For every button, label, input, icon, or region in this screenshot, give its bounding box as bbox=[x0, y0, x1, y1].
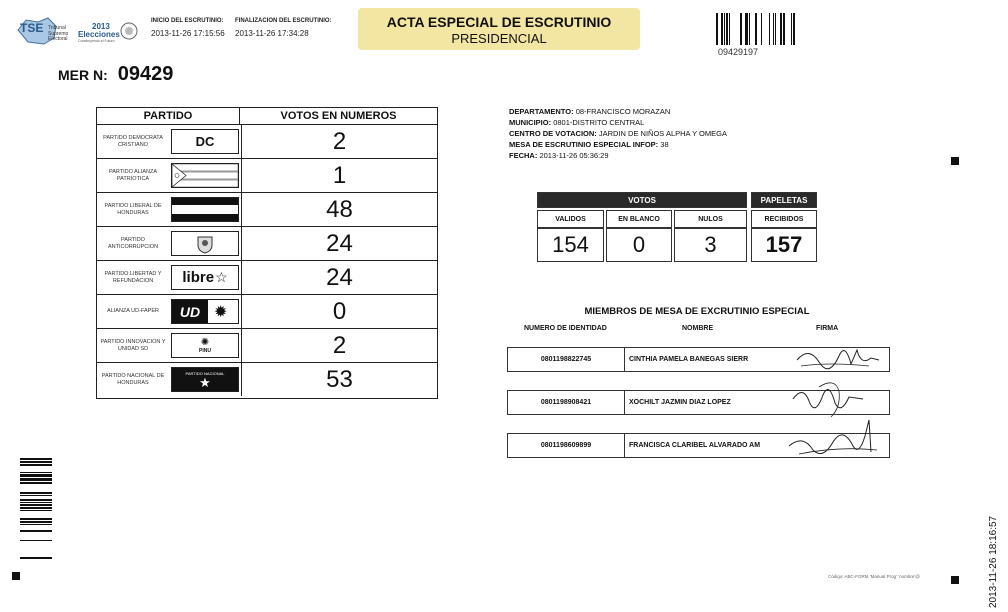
col-nombre: NOMBRE bbox=[682, 325, 714, 332]
party-row bbox=[97, 295, 437, 329]
party-logo-liberal bbox=[171, 197, 239, 222]
member-id: 0801198822745 bbox=[508, 348, 625, 371]
recibidos-value: 157 bbox=[751, 228, 817, 262]
validos-label: VALIDOS bbox=[537, 210, 604, 228]
ud-logo-text: UD bbox=[172, 300, 208, 323]
dc-logo-text: DC bbox=[195, 134, 215, 149]
registration-mark bbox=[12, 572, 20, 580]
seal-icon bbox=[120, 20, 138, 42]
acta-subtitle: PRESIDENCIAL bbox=[451, 31, 547, 46]
sun-icon: ✹ bbox=[214, 303, 228, 321]
mer-number bbox=[58, 63, 173, 86]
municipio-label: MUNICIPIO: bbox=[509, 118, 552, 127]
member-id: 0801198908421 bbox=[508, 391, 625, 414]
acta-title: ACTA ESPECIAL DE ESCRUTINIO bbox=[386, 14, 612, 30]
timestamp: 2013-11-26 18:16:57 bbox=[988, 515, 999, 608]
col-identidad: NUMERO DE IDENTIDAD bbox=[524, 325, 607, 332]
signature bbox=[779, 391, 889, 414]
pinu-logo-text: PINU bbox=[199, 347, 211, 354]
centro-label: CENTRO DE VOTACION: bbox=[509, 129, 597, 138]
party-row bbox=[97, 363, 437, 396]
party-votes: 24 bbox=[326, 263, 353, 291]
blanco-label: EN BLANCO bbox=[606, 210, 672, 228]
party-row bbox=[97, 261, 437, 295]
footnote: Código: ABC-FORM 'Manual Prog' 'nombre'@ bbox=[828, 574, 920, 579]
municipio-value: 0801-DISTRITO CENTRAL bbox=[553, 118, 645, 127]
party-logo-ud bbox=[171, 299, 239, 324]
party-row bbox=[97, 329, 437, 363]
party-name: PARTIDO LIBERAL DE HONDURAS bbox=[104, 202, 162, 216]
member-name: XOCHILT JAZMIN DIAZ LOPEZ bbox=[629, 399, 731, 406]
party-name: PARTIDO NACIONAL DE HONDURAS bbox=[101, 372, 165, 386]
party-row bbox=[97, 193, 437, 227]
inicio-value: 2013-11-26 17:15:56 bbox=[151, 29, 225, 38]
location-info bbox=[509, 106, 727, 161]
party-name: PARTIDO ANTICORRUPCION bbox=[107, 236, 159, 250]
logo-year: 2013 bbox=[92, 22, 110, 31]
logo-tagline: Construyendo el Futuro bbox=[78, 39, 115, 43]
mesa-value: 38 bbox=[660, 140, 669, 149]
blanco-value: 0 bbox=[606, 228, 672, 262]
signature bbox=[779, 348, 889, 371]
party-logo-nacional bbox=[171, 367, 239, 392]
party-votes-table bbox=[96, 107, 438, 399]
member-row bbox=[507, 433, 890, 458]
fin-label: FINALIZACION DEL ESCRUTINIO: bbox=[235, 18, 332, 24]
member-row bbox=[507, 347, 890, 372]
nacional-logo-text: PARTIDO NACIONAL bbox=[185, 370, 225, 376]
logo-org-line: Electoral bbox=[48, 36, 68, 42]
party-votes: 53 bbox=[326, 365, 353, 393]
party-logo-dc bbox=[171, 129, 239, 154]
member-name: CINTHIA PAMELA BANEGAS SIERR bbox=[629, 356, 749, 363]
shield-icon bbox=[195, 234, 215, 254]
party-name: PARTIDO DEMOCRATA CRISTIANO bbox=[103, 134, 163, 148]
party-logo-alianza bbox=[171, 163, 239, 188]
party-table-header bbox=[97, 108, 437, 125]
nulos-value: 3 bbox=[674, 228, 747, 262]
party-votes: 2 bbox=[332, 331, 347, 359]
member-row bbox=[507, 390, 890, 415]
barcode-side bbox=[20, 458, 52, 562]
party-votes: 1 bbox=[332, 161, 347, 189]
party-row bbox=[97, 227, 437, 261]
party-row bbox=[97, 125, 437, 159]
fecha-label: FECHA: bbox=[509, 151, 538, 160]
logo-org-line: Supremo bbox=[48, 30, 69, 37]
fecha-value: 2013-11-26 05:36:29 bbox=[539, 151, 609, 160]
party-name: PARTIDO INNOVACION Y UNIDAD SD bbox=[100, 338, 166, 352]
barcode-number: 09429197 bbox=[718, 47, 759, 57]
votos-header: VOTOS bbox=[537, 192, 747, 208]
party-votes: 48 bbox=[326, 195, 353, 223]
mer-label: MER N: bbox=[58, 67, 108, 83]
member-id: 0801198609899 bbox=[508, 434, 625, 457]
barcode-top bbox=[716, 13, 802, 45]
signature bbox=[779, 434, 889, 457]
validos-value: 154 bbox=[537, 228, 604, 262]
libre-logo-text: libre bbox=[182, 269, 215, 286]
col-partido: PARTIDO bbox=[97, 108, 240, 124]
papeletas-header: PAPELETAS bbox=[751, 192, 817, 208]
party-votes: 2 bbox=[332, 127, 347, 155]
party-name: PARTIDO ALIANZA PATRIOTICA bbox=[108, 168, 158, 182]
party-logo-pinu bbox=[171, 333, 239, 358]
centro-value: JARDIN DE NIÑOS ALPHA Y OMEGA bbox=[598, 129, 727, 138]
col-firma: FIRMA bbox=[816, 325, 839, 332]
party-votes: 24 bbox=[326, 229, 353, 257]
fin-value: 2013-11-26 17:34:28 bbox=[235, 29, 309, 38]
pinu-emblem-icon: ✺ bbox=[200, 336, 210, 348]
party-name: ALIANZA UD-FAPER bbox=[107, 308, 159, 315]
member-name: FRANCISCA CLARIBEL ALVARADO AM bbox=[629, 442, 761, 449]
star-icon: ☆ bbox=[215, 269, 228, 285]
logo-org-line: Tribunal bbox=[48, 25, 66, 31]
departamento-label: DEPARTAMENTO: bbox=[509, 107, 574, 116]
party-logo-libre bbox=[171, 265, 239, 290]
departamento-value: 08-FRANCISCO MORAZAN bbox=[575, 107, 671, 116]
party-votes: 0 bbox=[332, 297, 347, 325]
mesa-label: MESA DE ESCRUTINIO ESPECIAL INFOP: bbox=[509, 140, 659, 149]
col-votos: VOTOS EN NUMEROS bbox=[280, 110, 397, 122]
party-row bbox=[97, 159, 437, 193]
acta-title-box bbox=[358, 8, 640, 50]
logo-word: Elecciones bbox=[78, 30, 120, 39]
registration-mark bbox=[951, 157, 959, 165]
svg-text:TSE: TSE bbox=[20, 21, 44, 35]
nulos-label: NULOS bbox=[674, 210, 747, 228]
members-title: MIEMBROS DE MESA DE EXCRUTINIO ESPECIAL bbox=[584, 306, 810, 317]
recibidos-label: RECIBIDOS bbox=[751, 210, 817, 228]
registration-mark bbox=[951, 576, 959, 584]
star-icon: ★ bbox=[199, 374, 211, 390]
party-name: PARTIDO LIBERTAD Y REFUNDACION bbox=[104, 270, 162, 284]
mer-value: 09429 bbox=[117, 63, 174, 85]
tse-logo bbox=[14, 12, 140, 48]
party-logo-anticorrupcion bbox=[171, 231, 239, 256]
inicio-label: INICIO DEL ESCRUTINIO: bbox=[151, 18, 224, 24]
